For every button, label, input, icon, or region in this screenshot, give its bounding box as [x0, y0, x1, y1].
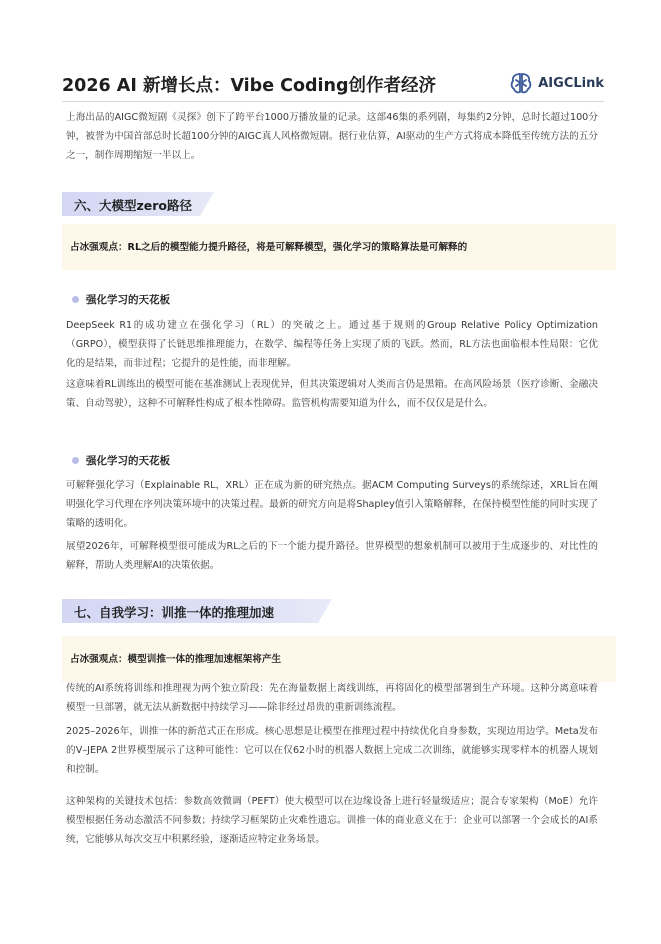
paragraph: 2025–2026年，训推一体的新范式正在形成。核心思想是让模型在推理过程中持续优化自身参数，实现边用边学。Meta发布的V–JEPA 2世界模型展示了这种可能性：它可以在仅62小时的机器人数据上完成二次训练，就能够实现零样本的机器人规划和控制。	[66, 726, 598, 775]
brand-logo	[508, 70, 604, 96]
paragraph: DeepSeek R1的成功建立在强化学习（RL）的突破之上。通过基于规则的Group Relative Policy Optimization（GRPO），模型获得了长链思维推理能力，在数学、编程等任务上实现了质的飞跃。然而，RL方法也面临根本性局限：它优化的是结果，而非过程；它提升的是性能，而非理解。	[66, 320, 598, 369]
paragraph: 这种架构的关键技术包括：参数高效微调（PEFT）使大模型可以在边缘设备上进行轻量级适应；混合专家架构（MoE）允许模型根据任务动态激活不同参数；持续学习框架防止灾难性遗忘。训推一体的商业意义在于：企业可以部署一个会成长的AI系统，它能够从每次交互中积累经验，逐渐适应特定业务场景。	[66, 796, 599, 845]
viewpoint-box-7	[62, 636, 616, 682]
paragraph: 这意味着RL训练出的模型可能在基准测试上表现优异，但其决策逻辑对人类而言仍是黑箱。在高风险场景（医疗诊断、金融决策、自动驾驶），这种不可解释性构成了根本性障碍。监管机构需要知道为什么，而不仅仅是是什么。	[66, 379, 598, 409]
bullet-icon	[72, 457, 79, 464]
viewpoint-box-6	[62, 224, 616, 270]
viewpoint-text: 占冰强观点：模型训推一体的推理加速框架将产生	[70, 654, 282, 665]
page-header	[62, 68, 604, 98]
bullet-icon	[72, 296, 79, 303]
section-heading-text: 六、大模型zero路径	[74, 198, 193, 213]
subheading-rl-ceiling-1	[72, 290, 170, 308]
page-title: 2026 AI 新增长点：Vibe Coding创作者经济	[62, 76, 437, 96]
viewpoint-text: 占冰强观点：RL之后的模型能力提升路径，将是可解释模型，强化学习的策略算法是可解释的	[70, 242, 468, 253]
paragraph: 传统的AI系统将训练和推理视为两个独立阶段：先在海量数据上离线训练，再将固化的模型部署到生产环境。这种分离意味着模型一旦部署，就无法从新数据中持续学习——除非经过昂贵的重新训练流程。	[66, 683, 598, 713]
section-heading-text: 七、自我学习：训推一体的推理加速	[74, 605, 275, 620]
paragraph: 可解释强化学习（Explainable RL，XRL）正在成为新的研究热点。据ACM Computing Surveys的系统综述，XRL旨在阐明强化学习代理在序列决策环境中的决策过程。最新的研究方向是将Shapley值引入策略解释，在保持模型性能的同时实现了策略的透明化。	[66, 480, 598, 529]
subheading-rl-ceiling-2	[72, 451, 170, 469]
paragraph: 展望2026年，可解释模型很可能成为RL之后的下一个能力提升路径。世界模型的想象机制可以被用于生成逐步的、对比性的解释，帮助人类理解AI的决策依据。	[66, 541, 598, 571]
header-divider	[62, 101, 604, 102]
intro-paragraph: 上海出品的AIGC微短剧《灵探》创下了跨平台1000万播放量的记录。这部46集的系列剧，每集约2分钟，总时长超过100分钟，被誉为中国首部总时长超100分钟的AIGC真人风格微短剧。据行业估算，AI驱动的生产方式将成本降低至传统方法的五分之一，制作周期缩短一半以上。	[66, 112, 598, 161]
brand-name: AIGCLink	[538, 75, 604, 91]
brain-icon	[508, 70, 534, 96]
subheading-text: 强化学习的天花板	[86, 454, 170, 467]
subheading-text: 强化学习的天花板	[86, 293, 170, 306]
